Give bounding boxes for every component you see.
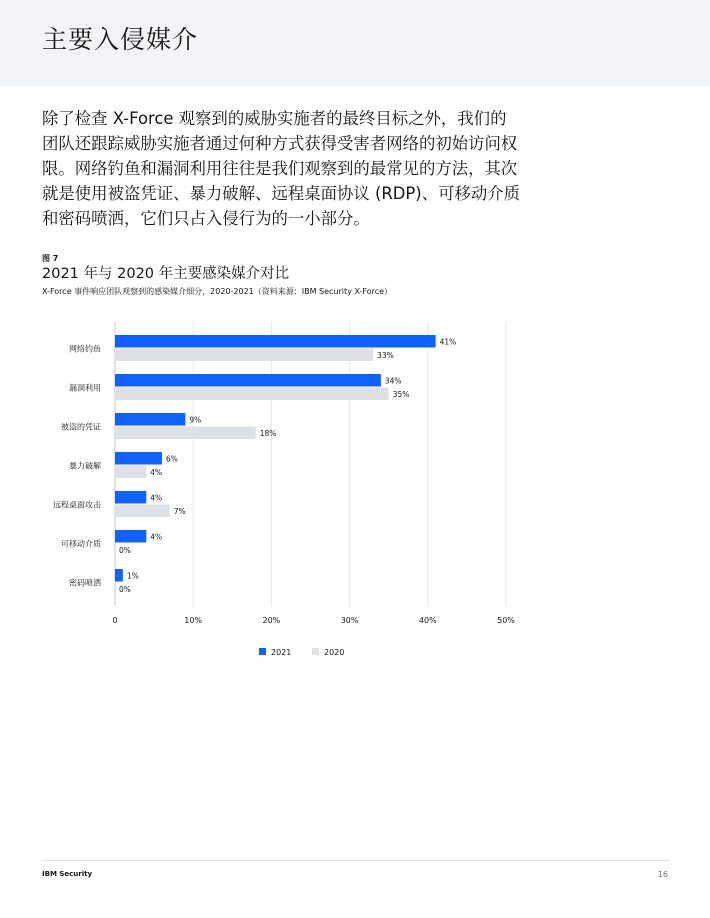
data-label: 0% bbox=[119, 546, 131, 555]
legend-label: 2020 bbox=[324, 648, 345, 657]
bar-2021 bbox=[115, 530, 146, 543]
figure-label: 图 7 bbox=[42, 254, 59, 263]
intro-paragraph: 除了检查 X-Force 观察到的威胁实施者的最终目标之外，我们的团队还跟踪威胁实施者通过何种方式获得受害者网络的初始访问权限。网络钓鱼和漏洞利用往往是我们观察到的最常见的方法，其次就是使用被盗凭证、暴力破解、远程桌面协议 (RDP)、可移动介质和密码喷洒，它们只占入侵行为的一小部分。 bbox=[42, 109, 521, 228]
bar-2021 bbox=[115, 452, 162, 465]
category-label: 远程桌面攻击 bbox=[53, 500, 101, 510]
data-label: 6% bbox=[165, 454, 178, 464]
data-label: 4% bbox=[150, 468, 163, 477]
data-label: 34% bbox=[384, 376, 402, 386]
x-tick-label: 10% bbox=[184, 616, 203, 625]
page-number: 16 bbox=[657, 870, 668, 879]
figure-title: 2021 年与 2020 年主要感染媒介对比 bbox=[42, 266, 290, 282]
bar-2020 bbox=[115, 388, 389, 401]
category-label: 暴力破解 bbox=[69, 461, 101, 471]
x-tick-label: 40% bbox=[418, 616, 437, 625]
data-label: 4% bbox=[150, 532, 163, 542]
legend-label: 2021 bbox=[271, 648, 292, 657]
bar-2021 bbox=[115, 491, 146, 504]
category-label: 网络钓鱼 bbox=[69, 344, 101, 354]
data-label: 4% bbox=[150, 493, 163, 503]
x-tick-label: 50% bbox=[497, 616, 515, 625]
data-label: 35% bbox=[392, 390, 410, 399]
footer-divider bbox=[42, 860, 670, 861]
data-label: 7% bbox=[173, 507, 186, 516]
bar-2020 bbox=[115, 349, 373, 362]
legend-swatch-2021 bbox=[259, 648, 266, 655]
category-label: 被盗的凭证 bbox=[61, 422, 101, 432]
x-tick-label: 0 bbox=[112, 616, 118, 625]
legend-swatch-2020 bbox=[312, 648, 319, 655]
bar-2020 bbox=[115, 466, 146, 479]
category-label: 漏洞利用 bbox=[69, 383, 101, 393]
category-label: 可移动介质 bbox=[61, 539, 101, 549]
bar-2021 bbox=[115, 569, 123, 582]
page-title: 主要入侵媒介 bbox=[42, 25, 199, 54]
bar-2021 bbox=[115, 335, 436, 348]
category-label: 密码喷洒 bbox=[69, 578, 101, 588]
data-label: 41% bbox=[439, 337, 457, 347]
x-tick-label: 30% bbox=[340, 616, 359, 625]
data-label: 33% bbox=[377, 351, 394, 360]
data-label: 1% bbox=[126, 571, 139, 581]
data-label: 0% bbox=[119, 585, 131, 594]
bar-2021 bbox=[115, 413, 185, 426]
footer-brand: IBM Security bbox=[42, 870, 93, 878]
data-label: 9% bbox=[189, 415, 202, 425]
bar-2020 bbox=[115, 427, 256, 440]
bar-2020 bbox=[115, 505, 170, 518]
figure-subtitle: X-Force 事件响应团队观察到的感染媒介细分，2020-2021（资料来源：IBM Security X-Force） bbox=[42, 287, 393, 296]
bar-2021 bbox=[115, 374, 381, 387]
x-tick-label: 20% bbox=[262, 616, 281, 625]
data-label: 18% bbox=[259, 429, 277, 438]
